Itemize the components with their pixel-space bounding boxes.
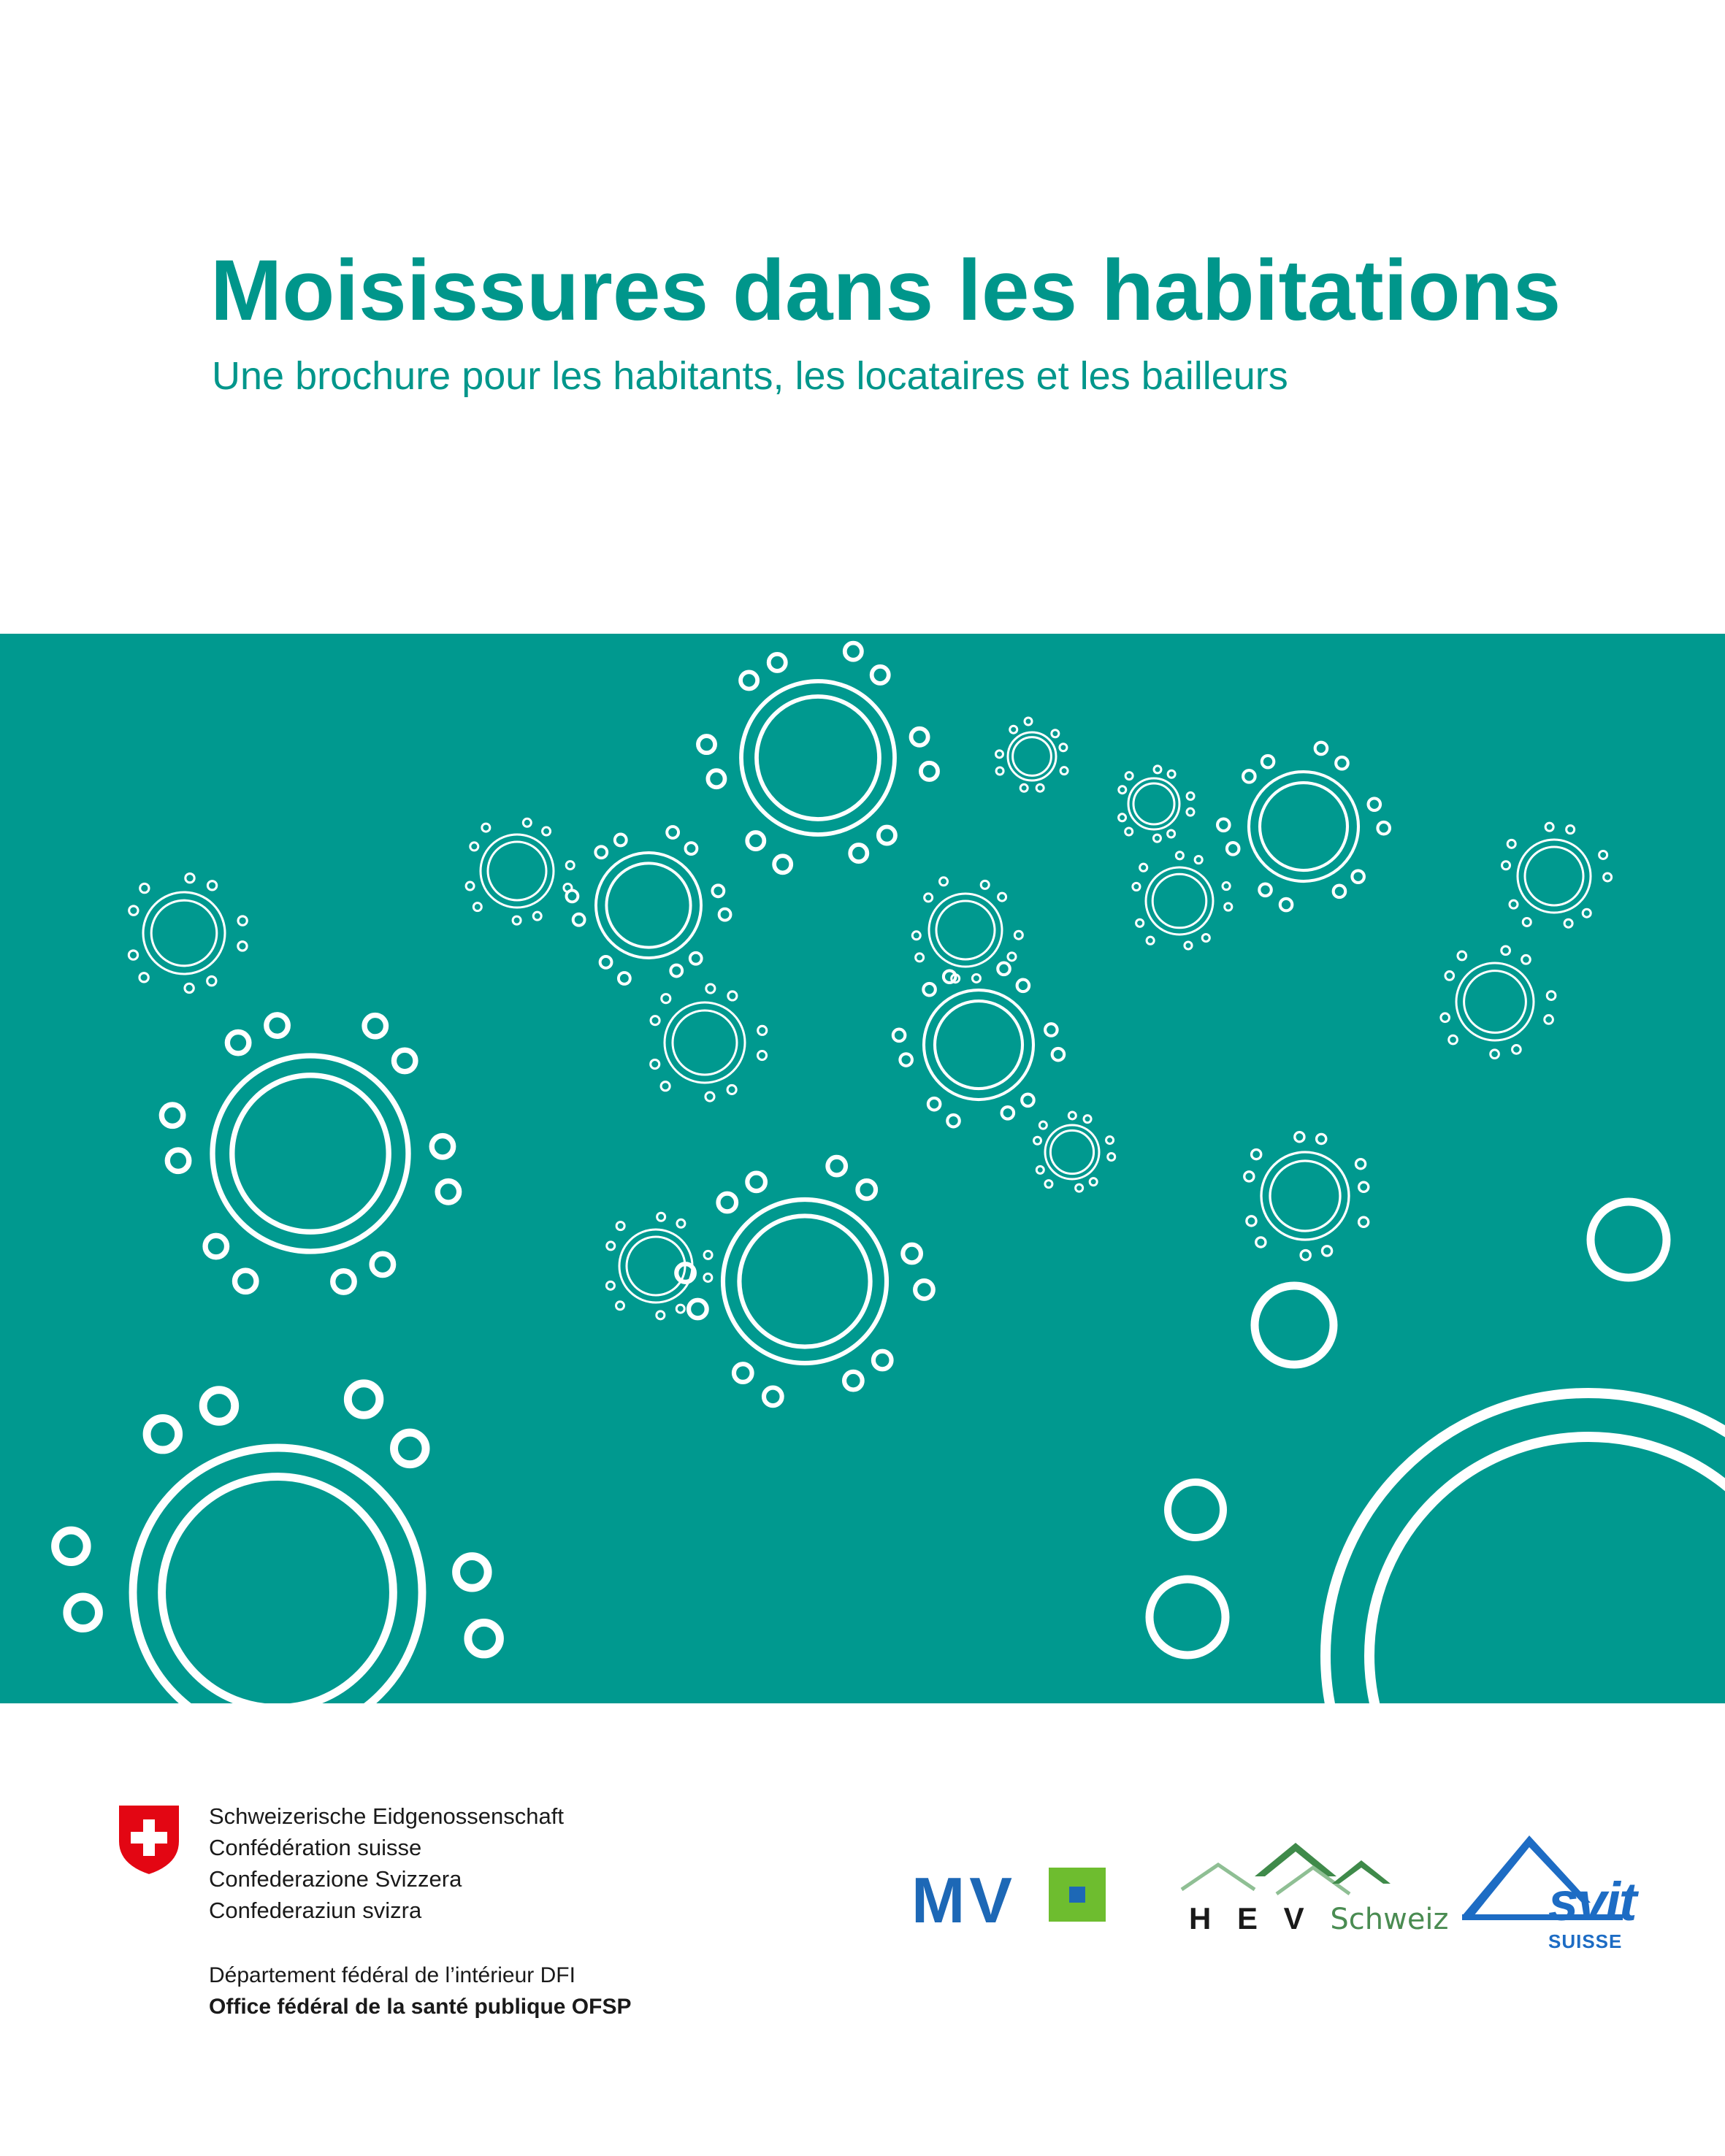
spore-ring (432, 1136, 453, 1157)
spore-ring (741, 672, 757, 688)
spore-ring (364, 1015, 386, 1036)
spore-ring (1008, 953, 1016, 961)
spore-illustration (0, 634, 1725, 1703)
spore-ring (466, 882, 474, 890)
spore-ring (1034, 1137, 1041, 1144)
spore-ring (857, 1181, 876, 1199)
spore-ring (1256, 1238, 1266, 1247)
spore-ring (1518, 840, 1591, 913)
spore-ring (1060, 767, 1068, 775)
spore-ring (996, 767, 1003, 775)
spore-ring (757, 697, 879, 819)
spore-ring (670, 965, 682, 977)
spore-ring (481, 835, 554, 908)
spore-ring (1301, 1251, 1310, 1260)
spore-ring (747, 1173, 765, 1192)
spore-ring (1217, 819, 1230, 832)
confederation-name-de: Schweizerische Eidgenossenschaft (209, 1803, 564, 1829)
svit-logo (1459, 1831, 1636, 1952)
spore-ring (207, 881, 216, 890)
spore-ring (1567, 826, 1575, 834)
spore-ring (600, 956, 612, 968)
spore-ring (757, 1051, 766, 1060)
spore-ring (1133, 783, 1174, 824)
spore-ring (213, 1056, 408, 1251)
spore-ring (1502, 862, 1510, 870)
spore-ring (936, 901, 995, 959)
spore-ring (1261, 1152, 1349, 1240)
spore-ring (207, 976, 216, 985)
mv-logo-dot (1069, 1887, 1085, 1903)
spore-ring (1140, 864, 1147, 871)
spore-ring (1295, 1132, 1304, 1142)
spore-ring (1185, 942, 1192, 949)
spore-ring (67, 1597, 99, 1629)
confederation-name-rm: Confederaziun svizra (209, 1898, 422, 1923)
spore-ring (238, 942, 247, 951)
spore-ring (1013, 737, 1052, 776)
spore-ring (1125, 772, 1133, 780)
spore-ring (1128, 778, 1179, 829)
spore-ring (1336, 757, 1348, 770)
spore-ring (1022, 1094, 1034, 1107)
spore-ring (619, 972, 630, 984)
spore-ring (139, 973, 148, 982)
spore-ring (944, 970, 956, 983)
spore-ring (1225, 903, 1232, 910)
spore-ring (147, 1418, 179, 1450)
spore-ring (1036, 784, 1044, 791)
spore-ring (727, 1085, 736, 1094)
spore-ring (677, 1219, 685, 1227)
confederation-name-it: Confederazione Svizzera (209, 1866, 462, 1892)
spore-ring (1244, 1172, 1254, 1181)
spore-ring (162, 1477, 394, 1703)
spore-ring (718, 1194, 736, 1212)
spore-ring (1591, 1202, 1667, 1278)
spore-ring (488, 842, 546, 900)
spore-ring (661, 1082, 670, 1091)
illustration-band (0, 634, 1725, 1703)
spore-ring (1334, 886, 1346, 898)
hev-letters: H E V (1189, 1901, 1313, 1936)
spore-ring (394, 1050, 415, 1071)
spore-ring (912, 932, 920, 940)
svit-logo-subtext: SUISSE (1548, 1930, 1623, 1952)
spore-ring (1154, 766, 1161, 773)
spore-ring (1119, 786, 1126, 794)
spore-ring (928, 1098, 941, 1110)
spore-ring (437, 1181, 459, 1202)
spore-ring (1168, 830, 1175, 837)
spore-ring (143, 892, 225, 974)
spore-ring (1045, 1125, 1099, 1179)
spore-ring (1369, 1437, 1725, 1703)
spore-ring (372, 1254, 393, 1275)
spore-ring (129, 906, 138, 915)
spore-ring (708, 770, 724, 787)
spore-ring (232, 1075, 389, 1232)
spore-ring (1502, 946, 1510, 955)
spore-ring (523, 818, 531, 826)
spore-ring (662, 994, 670, 1003)
federal-signature (117, 1803, 774, 2044)
spore-ring (1039, 1121, 1047, 1129)
spore-ring (1247, 1216, 1256, 1226)
spore-ring (1168, 770, 1175, 778)
spore-ring (1322, 1246, 1331, 1256)
spore-ring (903, 1245, 921, 1263)
spore-ring (595, 846, 607, 858)
hev-roofs-icon (1167, 1838, 1423, 1904)
confederation-names (209, 1800, 564, 1926)
spore-ring (935, 1001, 1022, 1089)
spore-ring (723, 1200, 887, 1363)
spore-ring (1326, 1393, 1725, 1703)
spore-ring (1456, 963, 1534, 1040)
spore-ring (468, 1622, 500, 1654)
department-block (209, 1960, 631, 2022)
spore-ring (728, 991, 737, 1000)
spore-ring (929, 894, 1002, 967)
hev-suffix: Schweiz (1330, 1903, 1449, 1936)
spore-ring (1125, 828, 1133, 835)
page-title: Moisissures dans les habitations (210, 242, 1561, 339)
spore-ring (774, 856, 791, 872)
spore-ring (482, 824, 490, 832)
spore-ring (1014, 931, 1022, 939)
spore-ring (1147, 937, 1154, 944)
spore-ring (1280, 899, 1293, 911)
spore-ring (1090, 1178, 1097, 1186)
spore-ring (161, 1105, 183, 1126)
spore-ring (657, 1311, 665, 1319)
spore-ring (1545, 823, 1553, 831)
spore-ring (596, 853, 701, 958)
spore-ring (719, 909, 731, 921)
spore-ring (1150, 1579, 1225, 1655)
spore-ring (872, 667, 889, 683)
spore-ring (1599, 851, 1607, 859)
spore-ring (689, 1300, 707, 1319)
spore-ring (1445, 972, 1454, 981)
spore-ring (1547, 991, 1556, 1000)
spore-ring (947, 1115, 960, 1127)
spore-ring (167, 1150, 188, 1171)
spore-ring (981, 881, 989, 889)
spore-ring (456, 1557, 489, 1589)
department-name: Département fédéral de l’intérieur DFI (209, 1963, 575, 1987)
spore-ring (698, 736, 715, 753)
spore-ring (845, 643, 862, 660)
spore-ring (923, 983, 936, 996)
spore-ring (1441, 1013, 1450, 1022)
page-subtitle: Une brochure pour les habitants, les locataires et les bailleurs (212, 354, 1288, 398)
spore-ring (1017, 980, 1030, 992)
spore-ring (1262, 756, 1274, 768)
spore-ring (844, 1372, 862, 1390)
spore-ring (151, 900, 217, 966)
spore-ring (1060, 744, 1067, 751)
spore-ring (234, 1270, 256, 1292)
spore-ring (1153, 835, 1160, 842)
spore-ring (1377, 822, 1390, 835)
spore-ring (998, 893, 1006, 901)
spore-ring (533, 912, 541, 920)
spore-ring (1369, 798, 1381, 810)
spore-ring (1036, 1166, 1044, 1173)
spore-ring (1045, 1181, 1052, 1188)
spore-ring (1187, 808, 1194, 816)
spore-ring (1084, 1116, 1091, 1123)
spore-ring (764, 1388, 782, 1406)
spore-ring (924, 990, 1033, 1100)
spore-ring (1002, 1107, 1014, 1119)
spore-ring (1008, 732, 1056, 780)
spore-ring (741, 681, 895, 835)
spore-ring (607, 1242, 615, 1250)
spore-ring (1491, 1050, 1499, 1059)
spore-ring (998, 963, 1010, 975)
spore-ring (1227, 843, 1239, 855)
spore-ring (227, 1032, 248, 1053)
spore-ring (925, 894, 933, 902)
spore-ring (1359, 1217, 1369, 1227)
spore-ring (1270, 1161, 1340, 1231)
spore-ring (893, 1029, 906, 1042)
spore-ring (873, 1351, 892, 1370)
spore-ring (673, 1010, 737, 1075)
spore-ring (1252, 1149, 1261, 1159)
spore-ring (1583, 909, 1591, 917)
spore-ring (140, 883, 149, 892)
spore-ring (1020, 784, 1028, 791)
spore-ring (706, 984, 715, 993)
spore-ring (1355, 1159, 1365, 1169)
spore-ring (1604, 873, 1612, 881)
spore-ring (915, 1281, 933, 1299)
spore-ring (267, 1015, 288, 1036)
spore-ring (1108, 1153, 1115, 1160)
spore-ring (1052, 730, 1059, 737)
spore-ring (1195, 856, 1202, 864)
spore-ring (56, 1530, 88, 1562)
spore-ring (627, 1237, 685, 1295)
spore-ring (1512, 1046, 1521, 1054)
spore-ring (1522, 955, 1531, 964)
spore-ring (203, 1390, 235, 1422)
spore-ring (1359, 1182, 1369, 1192)
spore-ring (1249, 772, 1358, 881)
spore-ring (1146, 867, 1213, 935)
spore-ring (473, 903, 481, 911)
spore-ring (705, 1092, 714, 1101)
spore-ring (573, 914, 585, 926)
spore-ring (686, 843, 697, 854)
spore-ring (129, 951, 137, 959)
spore-ring (651, 1016, 659, 1025)
svit-logo-text: svit (1548, 1871, 1636, 1932)
hev-schweiz-logo (1167, 1838, 1449, 1948)
mv-logo-text: MV (911, 1864, 1017, 1936)
mv-logo (911, 1864, 1109, 1936)
spore-ring (606, 1281, 614, 1289)
spore-ring (921, 763, 938, 780)
spore-ring (185, 874, 194, 883)
spore-ring (1119, 814, 1126, 821)
spore-ring (1352, 870, 1364, 883)
spore-ring (1464, 971, 1526, 1033)
spore-ring (665, 1002, 745, 1083)
spore-ring (995, 751, 1003, 758)
spore-ring (1260, 783, 1347, 870)
spore-ring (1133, 883, 1140, 890)
spore-ring (739, 1216, 870, 1346)
spore-ring (1168, 1482, 1223, 1538)
spore-ring (1564, 919, 1572, 927)
spore-ring (394, 1432, 426, 1465)
office-name: Office fédéral de la santé publique OFSP (209, 1995, 632, 2019)
spore-ring (704, 1251, 712, 1259)
spore-ring (712, 885, 724, 897)
spore-ring (1458, 951, 1466, 960)
spore-ring (657, 1213, 665, 1221)
spore-ring (1315, 743, 1328, 755)
confederation-name-fr: Confédération suisse (209, 1835, 422, 1860)
spore-ring (1317, 1134, 1326, 1143)
spore-ring (238, 916, 247, 925)
hev-logo-text (1189, 1901, 1449, 1936)
spore-ring (1223, 883, 1230, 890)
spore-ring (769, 654, 786, 671)
spore-ring (1507, 840, 1515, 848)
spore-ring (1243, 770, 1255, 783)
spore-ring (1202, 934, 1209, 941)
spore-ring (972, 974, 980, 982)
spore-ring (566, 862, 574, 870)
spore-ring (1050, 1130, 1093, 1173)
spore-ring (1523, 918, 1531, 926)
spore-ring (615, 835, 627, 846)
spore-ring (667, 826, 678, 838)
spore-ring (185, 983, 194, 992)
spore-ring (1545, 1016, 1553, 1024)
spore-ring (1068, 1112, 1076, 1119)
spore-ring (911, 729, 928, 745)
spore-ring (1510, 900, 1518, 908)
spore-ring (690, 953, 702, 964)
spore-ring (616, 1222, 624, 1230)
spore-ring (900, 1054, 912, 1066)
spore-ring (850, 845, 867, 862)
spore-ring (205, 1235, 226, 1257)
spore-ring (651, 1059, 659, 1068)
spore-ring (1255, 1286, 1334, 1365)
spore-ring (133, 1448, 422, 1703)
spore-ring (676, 1305, 684, 1313)
spore-ring (879, 827, 895, 844)
swiss-shield-icon (117, 1803, 181, 1876)
spore-ring (513, 916, 521, 924)
spore-ring (1025, 718, 1032, 725)
spore-ring (1076, 1184, 1083, 1192)
spore-ring (704, 1273, 712, 1281)
spore-ring (1187, 792, 1194, 799)
spore-ring (747, 832, 764, 849)
spore-ring (348, 1384, 380, 1416)
spore-ring (616, 1302, 624, 1310)
mv-logo-square (1049, 1868, 1106, 1922)
spore-ring (567, 890, 578, 902)
spore-ring (1106, 1137, 1114, 1144)
spore-ring (1449, 1035, 1458, 1044)
spore-ring (734, 1364, 752, 1382)
spore-ring (543, 827, 551, 835)
spore-ring (1259, 884, 1271, 897)
spore-ring (1152, 874, 1206, 928)
spore-ring (1052, 1048, 1065, 1061)
spore-ring (758, 1026, 767, 1035)
spore-ring (827, 1157, 846, 1175)
spore-ring (940, 878, 948, 886)
spore-ring (1176, 852, 1183, 859)
spore-ring (1045, 1024, 1057, 1036)
spore-ring (470, 843, 478, 851)
spore-ring (606, 863, 690, 947)
spore-ring (1010, 726, 1017, 733)
spore-ring (333, 1271, 354, 1292)
spore-ring (1136, 919, 1144, 927)
spore-ring (916, 954, 924, 962)
spore-ring (1525, 847, 1583, 905)
